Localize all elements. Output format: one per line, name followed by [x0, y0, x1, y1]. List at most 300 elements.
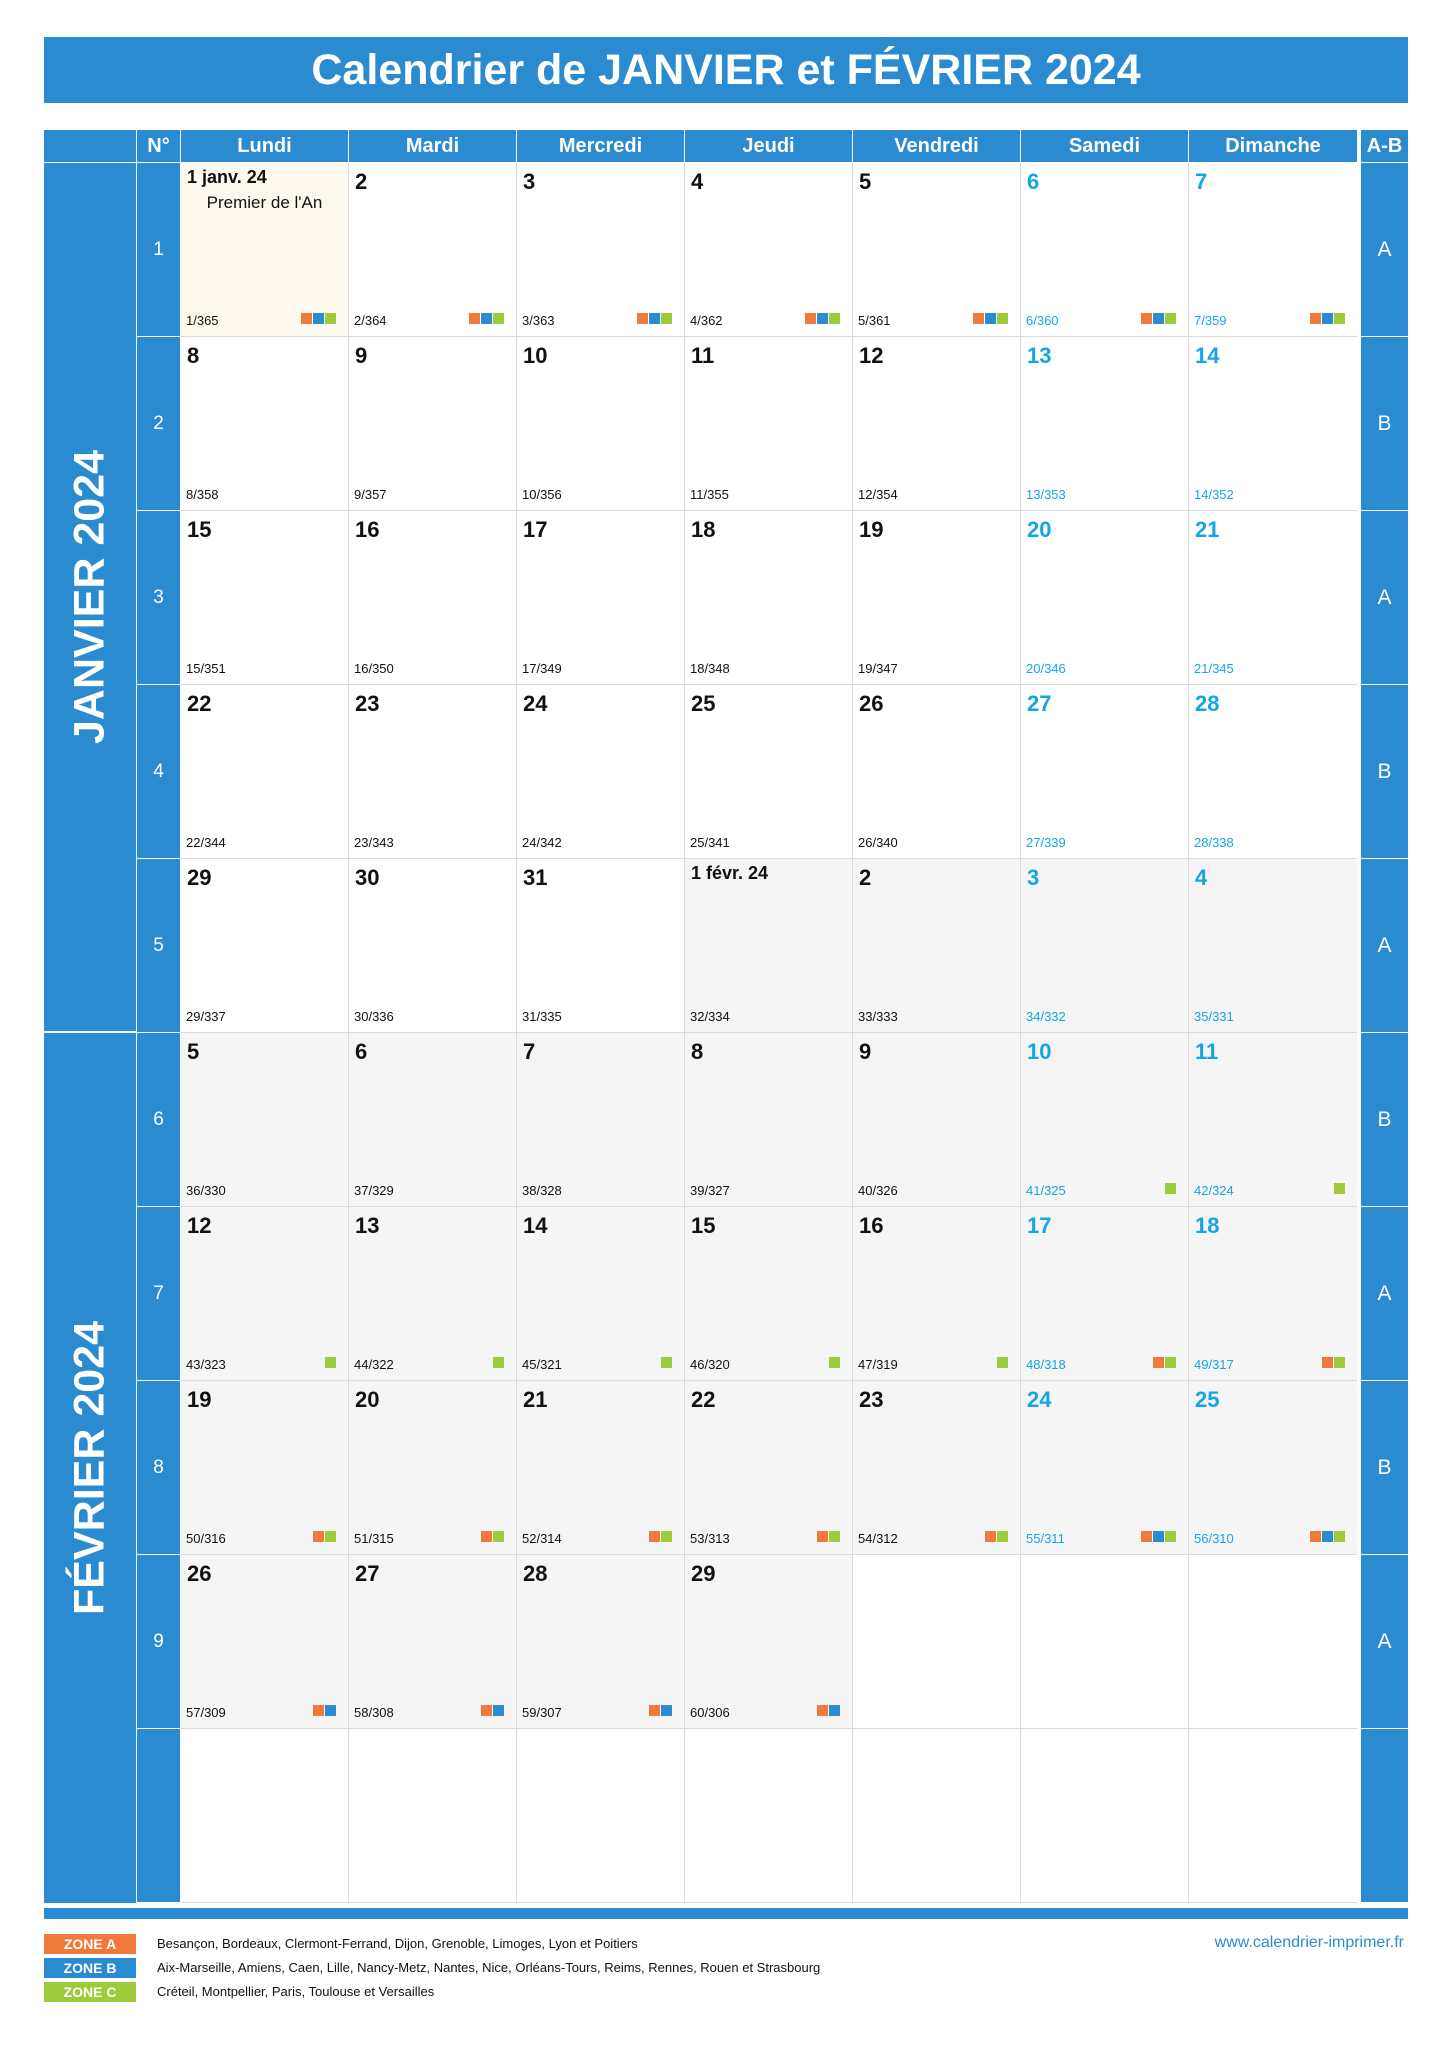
holiday-zone-markers	[817, 1705, 840, 1716]
day-count: 44/322	[354, 1357, 394, 1372]
day-number: 5	[187, 1039, 200, 1064]
day-number: 11	[1195, 1039, 1219, 1064]
zone-a-marker	[1141, 313, 1152, 324]
day-number: 9	[859, 1039, 872, 1064]
week-ab: A	[1361, 511, 1408, 684]
day-number: 12	[859, 343, 884, 368]
day-number: 19	[859, 517, 884, 542]
day-count: 31/335	[522, 1009, 562, 1024]
day-cell[interactable]	[1021, 1381, 1189, 1555]
day-cell[interactable]	[853, 1555, 1021, 1729]
day-cell[interactable]	[685, 163, 853, 337]
zone-a-marker	[469, 313, 480, 324]
day-number: 18	[1195, 1213, 1220, 1238]
zone-c-marker	[997, 1357, 1008, 1368]
day-count: 3/363	[522, 313, 555, 328]
day-cell[interactable]	[1189, 511, 1357, 685]
day-cell[interactable]	[517, 685, 685, 859]
zone-cities: Aix-Marseille, Amiens, Caen, Lille, Nancy-Metz, Nantes, Nice, Orléans-Tours, Reims, Rennes, Rouen et Strasbourg	[157, 1960, 821, 1975]
day-cell[interactable]	[1189, 1207, 1357, 1381]
week-ab: B	[1361, 337, 1408, 510]
holiday-zone-markers	[1334, 1183, 1345, 1194]
day-count: 29/337	[186, 1009, 226, 1024]
day-cell[interactable]	[1021, 859, 1189, 1033]
day-count: 48/318	[1026, 1357, 1066, 1372]
day-count: 57/309	[186, 1705, 226, 1720]
zone-c-marker	[493, 1357, 504, 1368]
month-label: JANVIER 2024	[65, 450, 114, 744]
zone-b-marker	[817, 313, 828, 324]
zone-a-marker	[973, 313, 984, 324]
day-cell[interactable]	[685, 1555, 853, 1729]
day-number: 6	[1027, 169, 1040, 194]
week-number: 9	[137, 1555, 180, 1728]
zone-c-marker	[493, 1531, 504, 1542]
zone-a-marker	[1322, 1357, 1333, 1368]
zone-b-marker	[1322, 313, 1333, 324]
day-cell[interactable]	[517, 1033, 685, 1207]
day-cell[interactable]	[181, 1555, 349, 1729]
day-count: 40/326	[858, 1183, 898, 1198]
zone-a-marker	[817, 1705, 828, 1716]
day-cell[interactable]	[349, 511, 517, 685]
day-number: 8	[187, 343, 200, 368]
zone-c-marker	[661, 1357, 672, 1368]
holiday-zone-markers	[661, 1357, 672, 1368]
day-count: 42/324	[1194, 1183, 1234, 1198]
day-cell[interactable]	[1021, 1207, 1189, 1381]
day-cell[interactable]	[685, 511, 853, 685]
day-number: 1 févr. 24	[691, 863, 769, 883]
holiday-zone-markers	[817, 1531, 840, 1542]
day-number: 26	[859, 691, 884, 716]
day-count: 45/321	[522, 1357, 562, 1372]
zone-a-marker	[985, 1531, 996, 1542]
day-cell[interactable]	[181, 685, 349, 859]
holiday-zone-markers	[1322, 1357, 1345, 1368]
day-count: 13/353	[1026, 487, 1066, 502]
zone-b-marker	[661, 1705, 672, 1716]
zone-b-marker	[985, 313, 996, 324]
week-number: 2	[137, 337, 180, 510]
month-band-january	[44, 163, 136, 1031]
zone-c-marker	[997, 1531, 1008, 1542]
holiday-zone-markers	[1310, 1531, 1345, 1542]
day-count: 11/355	[690, 487, 729, 502]
holiday-zone-markers	[829, 1357, 840, 1368]
day-number: 12	[187, 1213, 212, 1238]
calendar-title: Calendrier de JANVIER et FÉVRIER 2024	[44, 37, 1408, 103]
day-cell[interactable]	[181, 1207, 349, 1381]
zone-b-marker	[493, 1705, 504, 1716]
day-cell[interactable]	[685, 1033, 853, 1207]
week-ab: B	[1361, 1033, 1408, 1206]
zone-c-marker	[1165, 1357, 1176, 1368]
day-cell[interactable]	[1189, 859, 1357, 1033]
day-number: 25	[691, 691, 716, 716]
zone-a-marker	[649, 1531, 660, 1542]
day-count: 12/354	[858, 487, 898, 502]
day-number: 2	[859, 865, 872, 890]
day-number: 2	[355, 169, 368, 194]
day-cell[interactable]	[181, 1729, 349, 1903]
day-count: 4/362	[690, 313, 723, 328]
zone-b-marker	[313, 313, 324, 324]
holiday-zone-markers	[649, 1705, 672, 1716]
day-cell[interactable]	[517, 1729, 685, 1903]
zone-c-marker	[493, 313, 504, 324]
day-cell[interactable]	[685, 685, 853, 859]
day-cell[interactable]	[349, 1381, 517, 1555]
day-cell[interactable]	[181, 337, 349, 511]
week-number: 3	[137, 511, 180, 684]
day-count: 49/317	[1194, 1357, 1234, 1372]
day-cell[interactable]	[517, 1555, 685, 1729]
header-week-number: N°	[137, 130, 180, 162]
week-number: 8	[137, 1381, 180, 1554]
holiday-zone-markers	[997, 1357, 1008, 1368]
day-cell[interactable]	[517, 1207, 685, 1381]
day-cell[interactable]	[1021, 1729, 1189, 1903]
day-number: 23	[859, 1387, 884, 1412]
day-cell[interactable]	[853, 685, 1021, 859]
holiday-zone-markers	[313, 1705, 336, 1716]
day-count: 23/343	[354, 835, 394, 850]
day-number: 22	[187, 691, 212, 716]
day-cell[interactable]	[853, 859, 1021, 1033]
zone-c-marker	[661, 1531, 672, 1542]
day-number: 17	[1027, 1213, 1052, 1238]
week-number: 4	[137, 685, 180, 858]
week-ab: A	[1361, 1555, 1408, 1728]
week-ab: A	[1361, 1207, 1408, 1380]
day-count: 34/332	[1026, 1009, 1066, 1024]
day-number: 21	[523, 1387, 548, 1412]
zone-a-marker	[1153, 1357, 1164, 1368]
day-count: 30/336	[354, 1009, 394, 1024]
zone-c-marker	[1165, 313, 1176, 324]
zone-b-marker	[1322, 1531, 1333, 1542]
day-count: 10/356	[522, 487, 562, 502]
header-day: Mercredi	[517, 130, 684, 162]
bottom-divider	[44, 1908, 1408, 1919]
day-cell[interactable]	[685, 1381, 853, 1555]
day-count: 2/364	[354, 313, 387, 328]
day-number: 8	[691, 1039, 704, 1064]
day-count: 47/319	[858, 1357, 898, 1372]
day-number: 28	[1195, 691, 1220, 716]
day-cell[interactable]	[853, 1381, 1021, 1555]
holiday-zone-markers	[1165, 1183, 1176, 1194]
day-cell[interactable]	[349, 1555, 517, 1729]
zone-cities: Créteil, Montpellier, Paris, Toulouse et Versailles	[157, 1984, 435, 1999]
day-cell[interactable]	[1189, 1729, 1357, 1903]
day-count: 5/361	[858, 313, 891, 328]
day-count: 6/360	[1026, 313, 1059, 328]
holiday-zone-markers	[481, 1705, 504, 1716]
day-number: 19	[187, 1387, 212, 1412]
day-cell[interactable]	[349, 163, 517, 337]
day-cell[interactable]	[1021, 1555, 1189, 1729]
zone-c-marker	[325, 1357, 336, 1368]
day-number: 26	[187, 1561, 212, 1586]
header-day: Samedi	[1021, 130, 1188, 162]
zone-c-marker	[829, 1531, 840, 1542]
header-corner	[44, 130, 136, 162]
day-number: 7	[523, 1039, 536, 1064]
day-cell[interactable]	[1189, 1555, 1357, 1729]
day-count: 37/329	[354, 1183, 394, 1198]
day-number: 17	[523, 517, 548, 542]
zone-cities: Besançon, Bordeaux, Clermont-Ferrand, Dijon, Grenoble, Limoges, Lyon et Poitiers	[157, 1936, 638, 1951]
day-number: 7	[1195, 169, 1208, 194]
holiday-zone-markers	[313, 1531, 336, 1542]
zone-a-marker	[313, 1531, 324, 1542]
day-cell[interactable]	[1189, 337, 1357, 511]
day-number: 13	[355, 1213, 380, 1238]
day-count: 9/357	[354, 487, 387, 502]
day-cell[interactable]	[685, 1207, 853, 1381]
day-count: 19/347	[858, 661, 898, 676]
day-number: 29	[691, 1561, 716, 1586]
day-count: 36/330	[186, 1183, 226, 1198]
zone-a-marker	[805, 313, 816, 324]
week-ab: A	[1361, 859, 1408, 1032]
holiday-zone-markers	[493, 1357, 504, 1368]
zone-b-marker	[325, 1705, 336, 1716]
holiday-zone-markers	[649, 1531, 672, 1542]
day-number: 25	[1195, 1387, 1220, 1412]
zone-c-marker	[661, 313, 672, 324]
day-number: 29	[187, 865, 212, 890]
day-count: 8/358	[186, 487, 219, 502]
holiday-zone-markers	[1141, 1531, 1176, 1542]
holiday-zone-markers	[637, 313, 672, 324]
week-number: 6	[137, 1033, 180, 1206]
zone-a-marker	[649, 1705, 660, 1716]
day-count: 24/342	[522, 835, 562, 850]
day-cell[interactable]	[181, 163, 349, 337]
day-number: 15	[187, 517, 212, 542]
holiday-zone-markers	[1153, 1357, 1176, 1368]
day-cell[interactable]	[853, 1729, 1021, 1903]
day-cell[interactable]	[685, 1729, 853, 1903]
day-count: 33/333	[858, 1009, 898, 1024]
day-cell[interactable]	[517, 337, 685, 511]
zone-a-marker	[481, 1531, 492, 1542]
week-number	[137, 1729, 180, 1902]
day-cell[interactable]	[517, 1381, 685, 1555]
day-count: 25/341	[690, 835, 730, 850]
day-number: 27	[355, 1561, 380, 1586]
day-cell[interactable]	[349, 1207, 517, 1381]
zone-c-marker	[325, 313, 336, 324]
day-cell[interactable]	[517, 511, 685, 685]
day-number: 23	[355, 691, 380, 716]
day-cell[interactable]	[1021, 685, 1189, 859]
day-number: 15	[691, 1213, 716, 1238]
zone-a-marker	[1310, 313, 1321, 324]
day-count: 56/310	[1194, 1531, 1234, 1546]
day-number: 3	[523, 169, 536, 194]
day-count: 21/345	[1194, 661, 1234, 676]
day-cell[interactable]	[853, 511, 1021, 685]
day-number: 16	[355, 517, 380, 542]
day-number: 28	[523, 1561, 548, 1586]
day-cell[interactable]	[517, 859, 685, 1033]
zone-a-marker	[817, 1531, 828, 1542]
header-day: Dimanche	[1189, 130, 1357, 162]
day-count: 26/340	[858, 835, 898, 850]
day-number: 24	[1027, 1387, 1052, 1412]
day-cell[interactable]	[1021, 163, 1189, 337]
zone-c-marker	[1334, 1531, 1345, 1542]
week-number: 1	[137, 163, 180, 336]
header-day: Vendredi	[853, 130, 1020, 162]
day-count: 22/344	[186, 835, 226, 850]
day-cell[interactable]	[181, 859, 349, 1033]
zone-a-marker	[1310, 1531, 1321, 1542]
day-count: 51/315	[354, 1531, 394, 1546]
holiday-zone-markers	[1141, 313, 1176, 324]
day-count: 18/348	[690, 661, 730, 676]
day-cell[interactable]	[853, 1207, 1021, 1381]
day-count: 38/328	[522, 1183, 562, 1198]
day-number: 21	[1195, 517, 1220, 542]
day-cell[interactable]	[1189, 1381, 1357, 1555]
zone-c-marker	[1334, 1183, 1345, 1194]
day-number: 10	[1027, 1039, 1052, 1064]
day-cell[interactable]	[349, 1033, 517, 1207]
day-count: 41/325	[1026, 1183, 1066, 1198]
day-count: 17/349	[522, 661, 562, 676]
day-cell[interactable]	[685, 859, 853, 1033]
day-cell[interactable]	[1189, 685, 1357, 859]
day-count: 20/346	[1026, 661, 1066, 676]
day-count: 58/308	[354, 1705, 394, 1720]
holiday-zone-markers	[325, 1357, 336, 1368]
day-number: 31	[523, 865, 548, 890]
day-cell[interactable]	[181, 1033, 349, 1207]
zone-b-marker	[649, 313, 660, 324]
day-number: 27	[1027, 691, 1052, 716]
holiday-zone-markers	[481, 1531, 504, 1542]
day-cell[interactable]	[349, 337, 517, 511]
holiday-zone-markers	[985, 1531, 1008, 1542]
day-number: 11	[691, 343, 715, 368]
week-number: 7	[137, 1207, 180, 1380]
week-ab: B	[1361, 1381, 1408, 1554]
day-cell[interactable]	[181, 511, 349, 685]
zone-b-marker	[1153, 1531, 1164, 1542]
day-count: 50/316	[186, 1531, 226, 1546]
day-number: 20	[1027, 517, 1052, 542]
zone-b-marker	[829, 1705, 840, 1716]
week-ab: B	[1361, 685, 1408, 858]
header-ab: A-B	[1361, 130, 1408, 162]
day-cell[interactable]	[349, 685, 517, 859]
day-cell[interactable]	[1189, 1033, 1357, 1207]
day-count: 46/320	[690, 1357, 730, 1372]
day-cell[interactable]	[685, 337, 853, 511]
zone-a-marker	[481, 1705, 492, 1716]
day-cell[interactable]	[517, 163, 685, 337]
zone-a-marker	[1141, 1531, 1152, 1542]
day-cell[interactable]	[1021, 337, 1189, 511]
holiday-zone-markers	[805, 313, 840, 324]
day-cell[interactable]	[1021, 1033, 1189, 1207]
day-cell[interactable]	[853, 337, 1021, 511]
day-cell[interactable]	[853, 163, 1021, 337]
day-count: 39/327	[690, 1183, 730, 1198]
day-number: 18	[691, 517, 716, 542]
day-number: 30	[355, 865, 380, 890]
month-band-february	[44, 1033, 136, 1903]
day-number: 10	[523, 343, 548, 368]
zone-c-marker	[1165, 1531, 1176, 1542]
day-number: 6	[355, 1039, 368, 1064]
day-cell[interactable]	[349, 1729, 517, 1903]
holiday-zone-markers	[469, 313, 504, 324]
month-label: FÉVRIER 2024	[65, 1321, 114, 1615]
holiday-zone-markers	[973, 313, 1008, 324]
day-number: 9	[355, 343, 368, 368]
zone-a-marker	[313, 1705, 324, 1716]
day-count: 32/334	[690, 1009, 730, 1024]
website-link[interactable]: www.calendrier-imprimer.fr	[1214, 1934, 1404, 1951]
day-number: 24	[523, 691, 548, 716]
day-cell[interactable]	[181, 1381, 349, 1555]
header-day: Mardi	[349, 130, 516, 162]
week-ab	[1361, 1729, 1408, 1902]
day-count: 53/313	[690, 1531, 730, 1546]
zone-a-marker	[301, 313, 312, 324]
day-count: 55/311	[1026, 1531, 1065, 1546]
day-count: 14/352	[1194, 487, 1234, 502]
day-number: 3	[1027, 865, 1040, 890]
holiday-label: Premier de l'An	[206, 193, 323, 212]
zone-b-marker	[1153, 313, 1164, 324]
day-cell[interactable]	[1021, 511, 1189, 685]
day-number: 22	[691, 1387, 716, 1412]
day-cell[interactable]	[349, 859, 517, 1033]
header-day: Jeudi	[685, 130, 852, 162]
day-number: 1 janv. 24	[187, 167, 267, 187]
day-count: 35/331	[1194, 1009, 1234, 1024]
zone-b-marker	[481, 313, 492, 324]
week-ab: A	[1361, 163, 1408, 336]
day-count: 16/350	[354, 661, 394, 676]
day-count: 1/365	[186, 313, 219, 328]
zone-c-marker	[997, 313, 1008, 324]
day-count: 28/338	[1194, 835, 1234, 850]
zone-c-marker	[829, 313, 840, 324]
day-cell[interactable]	[1189, 163, 1357, 337]
zone-a-marker	[637, 313, 648, 324]
day-cell[interactable]	[853, 1033, 1021, 1207]
day-number: 14	[1195, 343, 1220, 368]
zone-badge: ZONE C	[44, 1982, 136, 2002]
day-count: 54/312	[858, 1531, 898, 1546]
zone-c-marker	[325, 1531, 336, 1542]
zone-c-marker	[1334, 313, 1345, 324]
zone-c-marker	[1165, 1183, 1176, 1194]
week-number: 5	[137, 859, 180, 1032]
day-number: 4	[691, 169, 704, 194]
day-number: 13	[1027, 343, 1052, 368]
day-number: 4	[1195, 865, 1208, 890]
holiday-zone-markers	[301, 313, 336, 324]
